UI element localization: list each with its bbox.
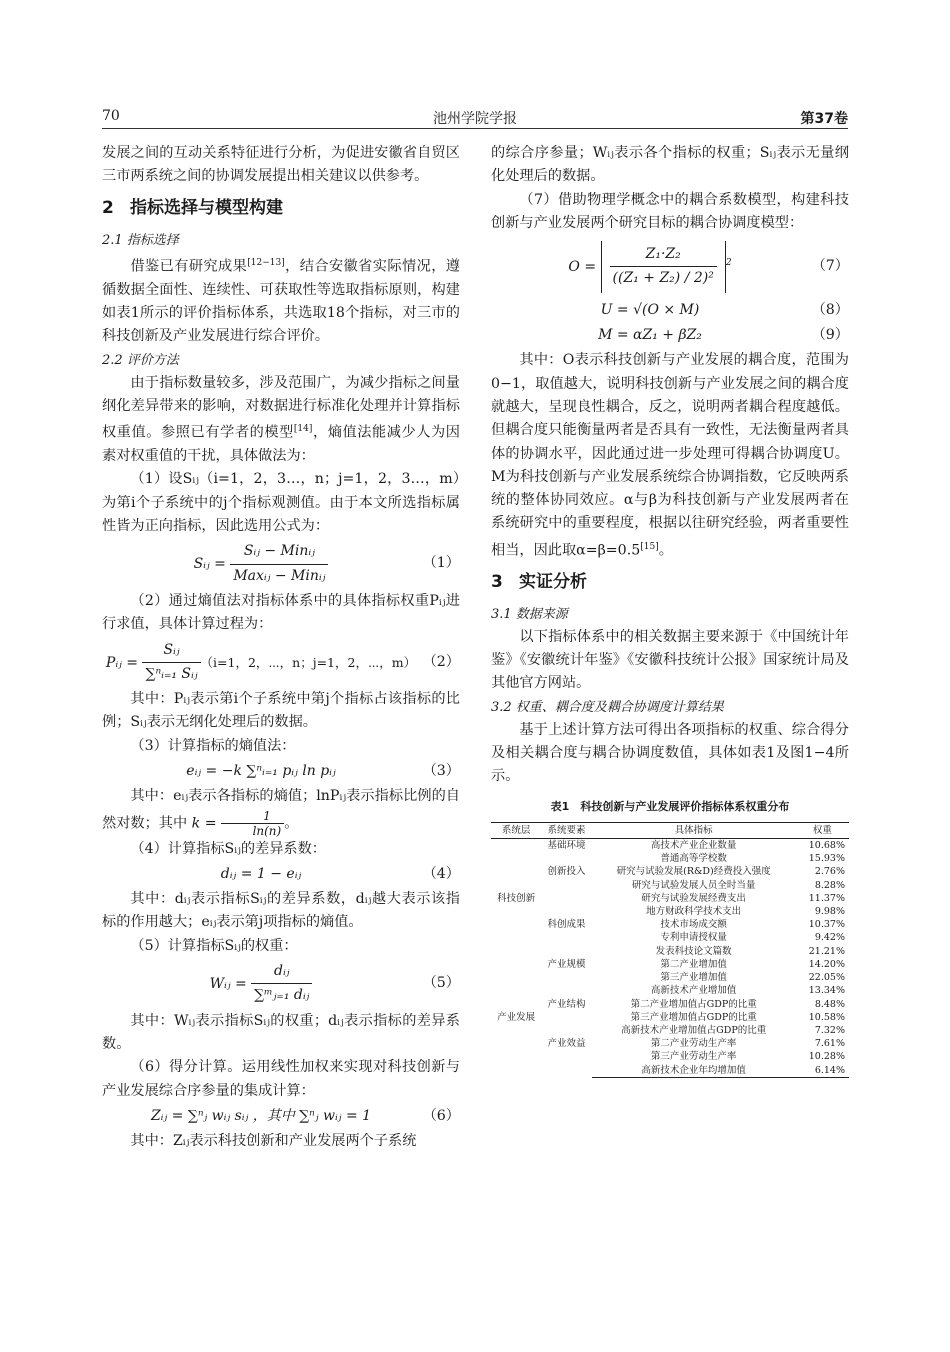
equation-9: M = αZ₁ + βZ₂ （9）	[598, 327, 849, 344]
paragraph-2-2: 由于指标数量较多，涉及范围广，为减少指标之间量纲化差异带来的影响，对数据进行标准化处理并计算指标权重值。参照已有学者的模型[14]，熵值法能减少人为因素对权重值的干扰，具体做法为：	[102, 374, 460, 465]
step-3-note: 其中：eᵢⱼ表示各指标的熵值；lnPᵢⱼ表示指标比例的自然对数；其中 k = $\frac{1}{\ln(n)}$ 。	[102, 788, 460, 838]
weight-cell: 9.42%	[814, 932, 845, 944]
indicator-cell: 第三产业劳动生产率	[650, 1051, 737, 1063]
weight-cell: 14.20%	[808, 958, 845, 970]
intro-paragraph: 发展之间的互动关系特征进行分析，为促进安徽省自贸区三市两系统之间的协调发展提出相关建议以供参考。	[102, 145, 460, 185]
indicator-cell: 第二产业增加值占GDP的比重	[630, 998, 757, 1010]
subsection-3-2: 3.2 权重、耦合度及耦合协调度计算结果	[491, 699, 724, 715]
indicator-cell: 研究与试验发展人员全时当量	[631, 879, 756, 891]
weight-cell: 10.28%	[808, 1051, 845, 1063]
weight-cell: 10.37%	[808, 919, 845, 931]
system-layer-cell: 产业发展	[497, 1011, 536, 1023]
continuation-paragraph: 的综合序参量；Wᵢⱼ表示各个指标的权重；Sᵢⱼ表示无量纲化处理后的数据。	[491, 145, 849, 185]
indicator-cell: 高新技术产业增加值	[650, 985, 737, 997]
indicator-cell: 高新技术企业年均增加值	[592, 1064, 796, 1078]
equation-7: O = $\frac{\text{Z₁·Z₂}}{\text{((Z₁ + Z₂) / 2)²}}$ $^2$ （7）	[491, 241, 849, 293]
system-layer-cell: 科技创新	[497, 892, 536, 904]
table-row	[491, 839, 849, 853]
step-1: （1）设Sᵢⱼ（i=1，2，3…，n；j=1，2，3…，m）为第i个子系统中的j个指标观测值。由于本文所选指标属性皆为正向指标，因此选用公式为：	[102, 471, 460, 535]
step-2: （2）通过熵值法对指标体系中的具体指标权重Pᵢⱼ进行求值，具体计算过程为：	[102, 592, 460, 633]
table-row	[491, 998, 849, 1011]
weight-cell: 7.61%	[814, 1038, 845, 1050]
system-element-cell: 产业规模	[547, 958, 586, 970]
table-row	[491, 1037, 849, 1050]
weight-cell: 10.58%	[808, 1011, 845, 1023]
indicator-cell: 地方财政科学技术支出	[646, 906, 742, 918]
paragraph-3-1: 以下指标体系中的相关数据主要来源于《中国统计年鉴》《安徽统计年鉴》《安徽科技统计公报》国家统计局及其他官方网站。	[491, 628, 849, 692]
table-header: 系统层	[491, 822, 541, 838]
table-header: 系统要素	[541, 822, 591, 838]
weight-cell: 13.34%	[808, 985, 845, 997]
journal-name: 池州学院学报	[433, 111, 517, 127]
weight-cell: 10.68%	[808, 840, 845, 852]
step-5-note: 其中：Wᵢⱼ表示指标Sᵢⱼ的权重；dᵢⱼ表示指标的差异系数。	[102, 1012, 460, 1052]
left-column	[102, 142, 460, 1153]
equation-5: Wᵢⱼ = $\frac{\text{dᵢⱼ}}{\text{∑ᵐⱼ₌₁ dᵢⱼ}}$ （5）	[102, 960, 460, 1008]
indicator-cell: 研究与试验发展经费支出	[641, 892, 746, 904]
table-header: 权重	[796, 822, 849, 838]
subsection-2-2: 2.2 评价方法	[102, 352, 179, 368]
indicator-cell: 第二产业劳动生产率	[650, 1038, 737, 1050]
table-caption: 表1 科技创新与产业发展评价指标体系权重分布	[550, 799, 790, 813]
indicator-cell: 第二产业增加值	[660, 958, 727, 970]
section-3-heading: 3 实证分析	[491, 571, 587, 592]
step-4-note: 其中：dᵢⱼ表示指标Sᵢⱼ的差异系数，dᵢⱼ越大表示该指标的作用越大；eᵢⱼ表示第j项指标的熵值。	[102, 891, 460, 931]
paragraph-coupling: 其中：O表示科技创新与产业发展的耦合度，范围为0−1，取值越大，说明科技创新与产业发展之间的耦合度就越大，呈现良性耦合，反之，说明两者耦合程度越低。但耦合度只能衡量两者是否具有一致性，无法衡量两者具体的协调水平，因此通过进一步处理可得耦合协调度U。M为科技创新与产业发展系统综合协调指数，它反映两系统的整体协同效应。α与β为科技创新与产业发展两者在系统研究中的重要程度，根据以往研究经验，两者重要性相当，因此取α=β=0.5[15]。	[491, 352, 849, 559]
table-row	[491, 958, 849, 971]
weight-cell: 6.14%	[796, 1064, 849, 1078]
paragraph-2-1: 借鉴已有研究成果[12−13]，结合安徽省实际情况，遵循数据全面性、连续性、可获取性等选取指标原则，构建如表1所示的评价指标体系，共选取18个指标，对三市的科技创新及产业发展进行综合评价。	[102, 257, 460, 345]
step-7: （7）借助物理学概念中的耦合系数模型，构建科技创新与产业发展两个研究目标的耦合协调度模型：	[491, 191, 849, 231]
table-header: 具体指标	[592, 822, 796, 838]
subsection-3-1: 3.1 数据来源	[491, 606, 568, 622]
weight-cell: 9.98%	[814, 906, 845, 918]
weight-cell: 11.37%	[808, 892, 845, 904]
system-element-cell: 产业结构	[547, 998, 586, 1010]
equation-8: U = √(O × M) （8）	[600, 301, 849, 318]
indicator-cell: 研究与试验发展(R&D)经费投入强度	[616, 866, 771, 878]
weight-cell: 8.48%	[814, 998, 845, 1010]
weight-cell: 21.21%	[808, 945, 845, 957]
system-element-cell: 产业效益	[547, 1038, 586, 1050]
system-element-cell: 创新投入	[547, 866, 586, 878]
step-5: （5）计算指标Sᵢⱼ的权重：	[130, 937, 298, 954]
page-number: 70	[102, 108, 120, 124]
indicator-cell: 第三产业增加值占GDP的比重	[630, 1011, 757, 1023]
equation-2: Pᵢⱼ = $\frac{\text{Sᵢⱼ}}{\text{∑ⁿᵢ₌₁ Sᵢⱼ}}$ （i=1，2，⋯，n；j=1，2，⋯，m） （2）	[102, 639, 460, 687]
equation-1: Sᵢⱼ = $\frac{\text{Sᵢⱼ − Minᵢⱼ}}{\text{Maxᵢⱼ − Minᵢⱼ}}$ （1）	[102, 540, 460, 588]
indicator-cell: 高技术产业企业数量	[650, 840, 737, 852]
indicator-cell: 第三产业增加值	[660, 972, 727, 984]
equation-4: dᵢⱼ = 1 − eᵢⱼ （4）	[220, 865, 460, 882]
indicator-cell: 技术市场成交额	[660, 919, 727, 931]
system-element-cell: 基础环境	[547, 840, 586, 852]
weight-cell: 15.93%	[808, 853, 845, 865]
step-4: （4）计算指标Sᵢⱼ的差异系数：	[130, 840, 326, 857]
equation-3: eᵢⱼ = −k ∑ⁿᵢ₌₁ pᵢⱼ ln pᵢⱼ （3）	[186, 763, 460, 779]
indicator-cell: 普通高等学校数	[660, 853, 727, 865]
weight-cell: 8.28%	[814, 879, 845, 891]
weight-cell: 7.32%	[814, 1024, 845, 1036]
table-row	[491, 918, 849, 931]
running-header	[102, 106, 848, 129]
table-row	[491, 865, 849, 878]
indicator-cell: 专利申请授权量	[660, 932, 727, 944]
weight-table	[491, 822, 849, 1078]
weight-cell: 22.05%	[808, 972, 845, 984]
volume-label: 第37卷	[800, 111, 848, 127]
section-2-heading: 2 指标选择与模型构建	[102, 197, 283, 218]
equation-6: Zᵢⱼ = ∑ⁿⱼ wᵢⱼ sᵢⱼ ，其中 ∑ⁿⱼ wᵢⱼ = 1 （6）	[150, 1107, 460, 1124]
indicator-cell: 高新技术产业增加值占GDP的比重	[621, 1024, 767, 1036]
right-column	[491, 142, 849, 1078]
subsection-2-1: 2.1 指标选择	[102, 232, 179, 248]
step-6: （6）得分计算。运用线性加权来实现对科技创新与产业发展综合序参量的集成计算：	[102, 1059, 460, 1099]
step-2-note: 其中：Pᵢⱼ表示第i个子系统中第j个指标占该指标的比例；Sᵢⱼ表示无纲化处理后的数据。	[102, 691, 460, 731]
indicator-cell: 发表科技论文篇数	[655, 945, 732, 957]
step-6-note: 其中：Zᵢⱼ表示科技创新和产业发展两个子系统	[130, 1133, 417, 1150]
paragraph-3-2: 基于上述计算方法可得出各项指标的权重、综合得分及相关耦合度与耦合协调度数值，具体如表1及图1−4所示。	[491, 721, 849, 785]
weight-cell: 2.76%	[814, 866, 845, 878]
step-3: （3）计算指标的熵值法：	[130, 737, 296, 754]
system-element-cell: 科创成果	[547, 919, 586, 931]
